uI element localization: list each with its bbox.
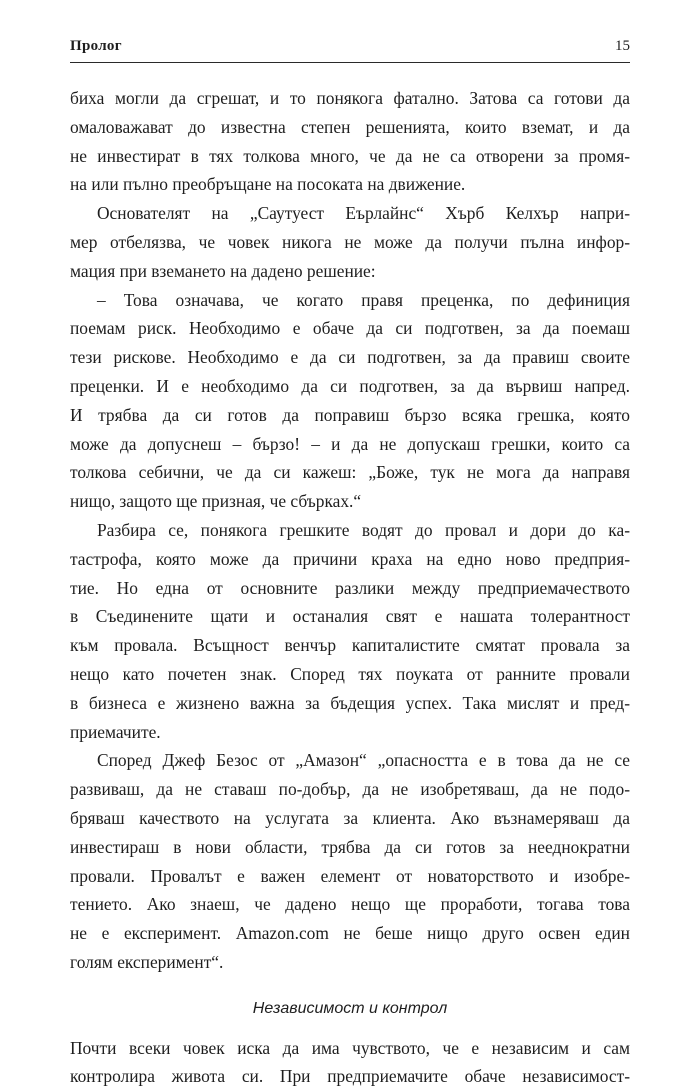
text-line: на или пълно преобръщане на посоката на движение. [70,170,630,199]
text-line: Почти всеки човек иска да има чувството, че е независим и сам [70,1034,630,1063]
text-line: поемам риск. Необходимо е обаче да си подготвен, за да поемаш [70,314,630,343]
text-line: към провала. Всъщност венчър капиталистите смятат провала за [70,631,630,660]
body-text [70,84,630,1091]
text-line: не е експеримент. Amazon.com не беше нищо друго освен един [70,919,630,948]
text-line: тението. Ако знаеш, че дадено нещо ще проработи, тогава това [70,890,630,919]
paragraph [70,199,630,285]
text-line: мер отбелязва, че човек никога не може да получи пълна инфор- [70,228,630,257]
text-line: тези рискове. Необходимо е да си подготвен, за да правиш своите [70,343,630,372]
text-line: нещо като почетен знак. Според тях поуката от ранните провали [70,660,630,689]
text-line: Основателят на „Саутуест Еърлайнс“ Хърб Келхър напри- [70,199,630,228]
text-line: нищо, защото ще призная, че сбърках.“ [70,487,630,516]
text-line: приемачите. [70,718,630,747]
paragraph [70,516,630,746]
text-line: И трябва да си готов да поправиш бързо всяка грешка, която [70,401,630,430]
text-line: биха могли да сгрешат, и то понякога фатално. Затова са готови да [70,84,630,113]
text-line: може да допуснеш – бързо! – и да не допускаш грешки, които са [70,430,630,459]
paragraph [70,84,630,199]
text-line: преценки. И е необходимо да си подготвен, за да вървиш напред. [70,372,630,401]
running-header [70,38,630,63]
text-line: голям експеримент“. [70,948,630,977]
text-line: Според Джеф Безос от „Амазон“ „опасността е в това да не се [70,746,630,775]
quote-paragraph [70,286,630,516]
paragraph [70,1034,630,1091]
text-line: тие. Но една от основните разлики между предприемачеството [70,574,630,603]
text-line: инвестираш в нови области, трябва да си готов за нееднократни [70,833,630,862]
section-title: Пролог [70,38,122,55]
text-line: в бизнеса е жизнено важна за бъдещия успех. Така мислят и пред- [70,689,630,718]
text-line: – Това означава, че когато правя преценка, по дефиниция [70,286,630,315]
text-line: развиваш, да не ставаш по-добър, да не изобретяваш, да не подо- [70,775,630,804]
text-line: бряваш качеството на услугата за клиента. Ако възнамеряваш да [70,804,630,833]
text-line: омаловажават до известна степен решенията, които вземат, и да [70,113,630,142]
page-number: 15 [615,38,630,55]
text-line: мация при вземането на дадено решение: [70,257,630,286]
text-line: провали. Провалът е важен елемент от новаторството и изобре- [70,862,630,891]
text-line: в Съединените щати и останалия свят е нашата толерантност [70,602,630,631]
text-line: контролира живота си. При предприемачите обаче независимост- [70,1062,630,1091]
text-line: Разбира се, понякога грешките водят до провал и дори до ка- [70,516,630,545]
text-line: не инвестират в тях толкова много, че да не са отворени за промя- [70,142,630,171]
section-subheading: Независимост и контрол [70,995,630,1024]
text-line: толкова себични, че да си кажеш: „Боже, тук не мога да направя [70,458,630,487]
paragraph [70,746,630,976]
text-line: тастрофа, която може да причини краха на едно ново предприя- [70,545,630,574]
